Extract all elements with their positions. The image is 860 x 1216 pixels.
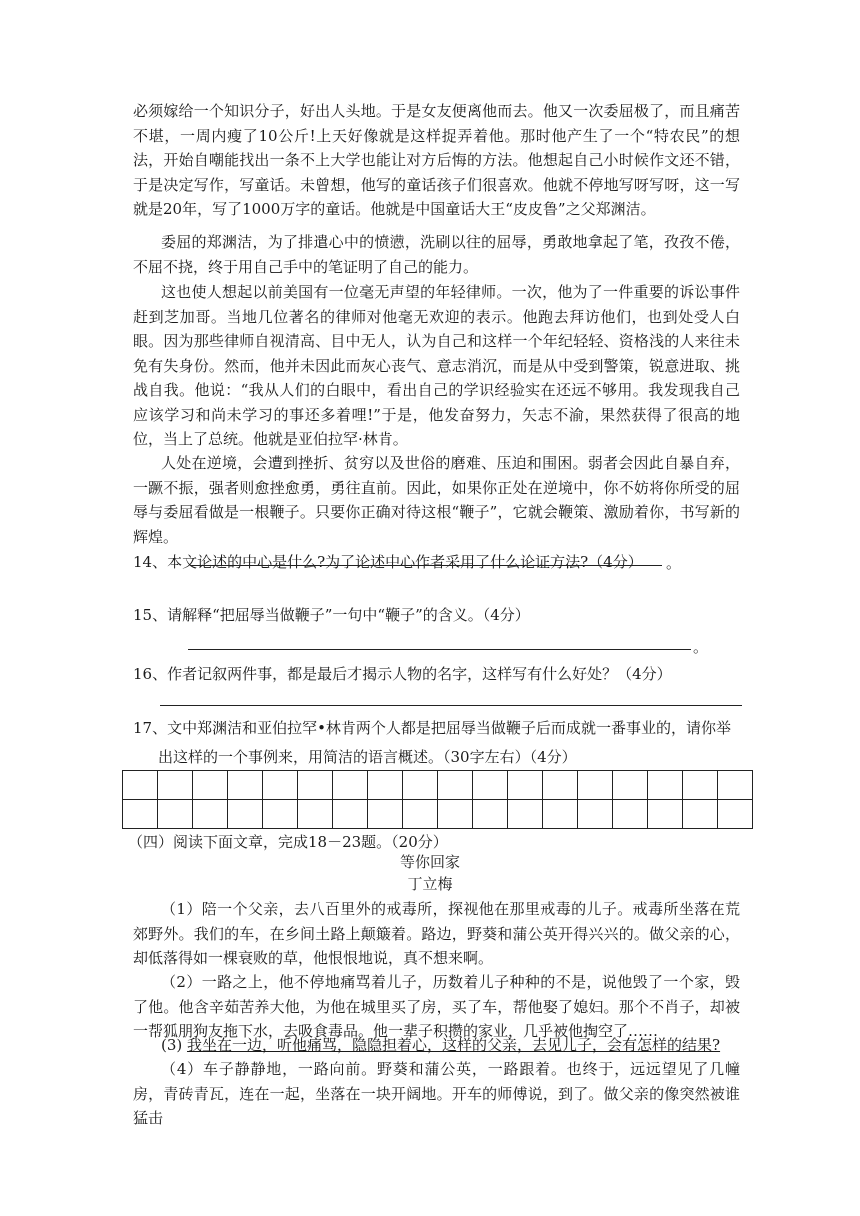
grid-cell[interactable] (683, 800, 718, 829)
grid-cell[interactable] (333, 800, 368, 829)
grid-cell[interactable] (193, 800, 228, 829)
grid-cell[interactable] (193, 771, 228, 800)
article-paragraph-3 (133, 1033, 740, 1058)
grid-cell[interactable] (368, 771, 403, 800)
grid-cell[interactable] (718, 771, 753, 800)
grid-cell[interactable] (228, 800, 263, 829)
grid-row (123, 771, 753, 800)
grid-cell[interactable] (263, 771, 298, 800)
answer-grid-17[interactable] (122, 770, 753, 829)
grid-cell[interactable] (683, 771, 718, 800)
grid-cell[interactable] (473, 771, 508, 800)
grid-cell[interactable] (543, 800, 578, 829)
grid-cell[interactable] (613, 771, 648, 800)
grid-cell[interactable] (123, 800, 158, 829)
grid-cell[interactable] (543, 771, 578, 800)
answer-end-15: 。 (693, 638, 709, 656)
passage-paragraph-2: 委屈的郑渊洁，为了排遣心中的愤懑，洗刷以往的屈辱，勇敢地拿起了笔，孜孜不倦，不屈不挠，终于用自己手中的笔证明了自己的能力。 (133, 233, 740, 276)
question-17-line-1: 17、文中郑渊洁和亚伯拉罕•林肯两个人都是把屈辱当做鞭子后而成就一番事业的，请你举 (133, 719, 731, 737)
answer-line-15[interactable] (188, 649, 691, 650)
grid-cell[interactable] (578, 771, 613, 800)
answer-end-14: 。 (666, 554, 682, 572)
grid-cell[interactable] (508, 800, 543, 829)
grid-row (123, 800, 753, 829)
article-title: 等你回家 (399, 853, 460, 871)
passage-paragraph-1: 必须嫁给一个知识分子，好出人头地。于是女友便离他而去。他又一次委屈极了，而且痛苦不堪，一周内瘦了10公斤!上天好像就是这样捉弄着他。那时他产生了一个“特农民”的想法，开始自嘲能找出一条不上大学也能让对方后悔的方法。他想起自己小时候作文还不错，于是决定写作，写童话。未曾想，他写的童话孩子们很喜欢。他就不停地写呀写呀，这一写就是20年，写了1000万字的童话。他就是中国童话大王“皮皮鲁”之父郑渊洁。 (133, 102, 740, 218)
grid-cell[interactable] (648, 800, 683, 829)
question-15: 15、请解释“把屈辱当做鞭子”一句中“鞭子”的含义。（4分） (133, 606, 530, 624)
section-4-heading: （四）阅读下面文章，完成18－23题。（20分） (128, 833, 448, 851)
paragraph-3-number: (3) (161, 1036, 183, 1054)
grid-cell[interactable] (158, 771, 193, 800)
grid-cell[interactable] (333, 771, 368, 800)
grid-cell[interactable] (403, 771, 438, 800)
question-17-line-2: 出这样的一个事例来，用简洁的语言概述。（30字左右）（4分） (158, 748, 577, 766)
grid-cell[interactable] (263, 800, 298, 829)
article-paragraph-1: （1）陪一个父亲，去八百里外的戒毒所，探视他在那里戒毒的儿子。戒毒所坐落在荒郊野外。我们的车，在乡间土路上颠簸着。路边，野葵和蒲公英开得兴兴的。做父亲的心，却低落得如一棵衰败的草，他恨恨地说，真不想来啊。 (133, 900, 740, 967)
underlined-sentence: 我坐在一边，听他痛骂，隐隐担着心，这样的父亲，去见儿子，会有怎样的结果? (187, 1036, 721, 1054)
grid-cell[interactable] (368, 800, 403, 829)
grid-cell[interactable] (158, 800, 193, 829)
article-paragraph-4: （4）车子静静地，一路向前。野葵和蒲公英，一路跟着。也终于，远远望见了几幢房，青砖青瓦，连在一起，坐落在一块开阔地。开车的师傅说，到了。做父亲的像突然被谁猛击 (133, 1060, 740, 1127)
grid-cell[interactable] (403, 800, 438, 829)
grid-cell[interactable] (438, 800, 473, 829)
question-16: 16、作者记叙两件事，都是最后才揭示人物的名字，这样写有什么好处？（4分） (133, 665, 672, 683)
passage-paragraph-3: 这也使人想起以前美国有一位毫无声望的年轻律师。一次，他为了一件重要的诉讼事件赶到芝加哥。当地几位著名的律师对他毫无欢迎的表示。他跑去拜访他们，也到处受人白眼。因为那些律师自视清高、目中无人，认为自己和这样一个年纪轻轻、资格浅的人来往未免有失身份。然而，他并未因此而灰心丧气、意志消沉，而是从中受到警策，锐意进取、挑战自我。他说：“我从人们的白眼中，看出自己的学识经验实在还远不够用。我发现我自己应该学习和尚未学习的事还多着哩!”于是，他发奋努力，矢志不渝，果然获得了很高的地位，当上了总统。他就是亚伯拉罕·林肯。 (133, 283, 740, 448)
article-author: 丁立梅 (407, 875, 453, 893)
grid-cell[interactable] (298, 771, 333, 800)
grid-cell[interactable] (718, 800, 753, 829)
grid-cell[interactable] (298, 800, 333, 829)
grid-cell[interactable] (473, 800, 508, 829)
answer-line-14[interactable] (190, 565, 662, 566)
grid-cell[interactable] (438, 771, 473, 800)
grid-cell[interactable] (613, 800, 648, 829)
article-paragraph-2: （2）一路之上，他不停地痛骂着儿子，历数着儿子种种的不是，说他毁了一个家，毁了他。他含辛茹苦养大他，为他在城里买了房，买了车，帮他娶了媳妇。那个不肖子，却被一帮狐朋狗友拖下水，去吸食毒品。他一辈子积攒的家业，几乎被他掏空了…… (133, 973, 740, 1040)
grid-cell[interactable] (578, 800, 613, 829)
grid-cell[interactable] (228, 771, 263, 800)
answer-line-16[interactable] (160, 705, 742, 706)
passage-paragraph-4: 人处在逆境，会遭到挫折、贫穷以及世俗的磨难、压迫和围困。弱者会因此自暴自弃，一蹶不振，强者则愈挫愈勇，勇往直前。因此，如果你正处在逆境中，你不妨将你所受的屈辱与委屈看做是一根鞭子。只要你正确对待这根“鞭子”，它就会鞭策、激励着你，书写新的辉煌。 (133, 454, 740, 546)
grid-cell[interactable] (648, 771, 683, 800)
grid-cell[interactable] (508, 771, 543, 800)
grid-cell[interactable] (123, 771, 158, 800)
question-14: 14、本文论述的中心是什么?为了论述中心作者采用了什么论证方法?（4分） (133, 553, 643, 571)
